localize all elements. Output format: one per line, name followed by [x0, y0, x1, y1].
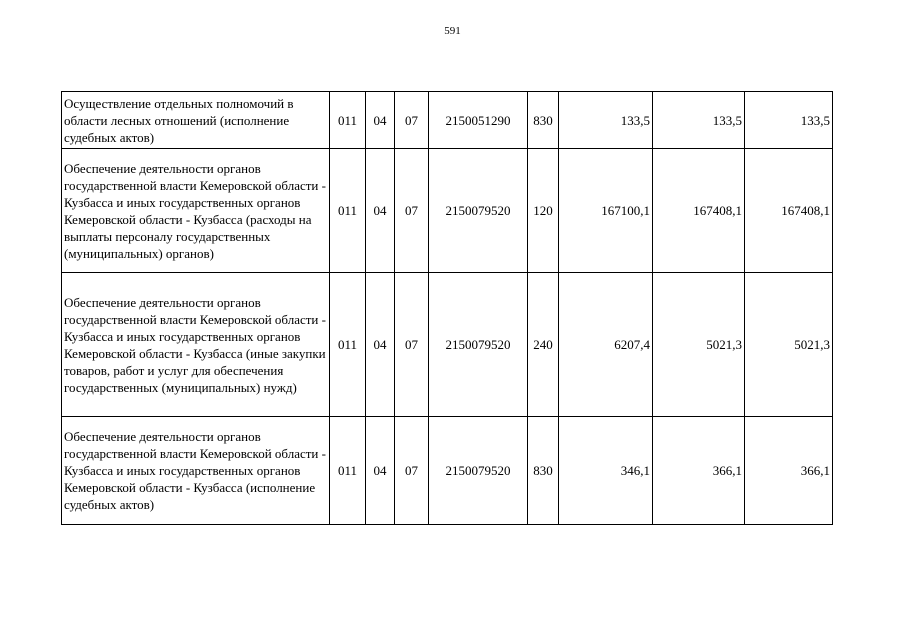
- amount-3-cell: 5021,3: [745, 273, 833, 417]
- expense-type-cell: 120: [528, 149, 559, 273]
- admin-code-cell: 011: [330, 92, 366, 149]
- amount-1-cell: 167100,1: [559, 149, 653, 273]
- section-code-cell: 04: [366, 92, 395, 149]
- amount-3-cell: 366,1: [745, 417, 833, 525]
- table-row: [62, 92, 833, 149]
- admin-code-cell: 011: [330, 273, 366, 417]
- target-code-cell: 2150051290: [429, 92, 528, 149]
- row-description: Обеспечение деятельности органов государственной власти Кемеровской области - Кузбасса и иных государственных органов Кемеровской области - Кузбасса (исполнение судебных актов): [62, 417, 330, 525]
- table-row: [62, 417, 833, 525]
- table-row: [62, 149, 833, 273]
- subsection-code-cell: 07: [395, 417, 429, 525]
- row-description: Осуществление отдельных полномочий в области лесных отношений (исполнение судебных актов): [62, 92, 330, 149]
- row-description: Обеспечение деятельности органов государственной власти Кемеровской области - Кузбасса и иных государственных органов Кемеровской области - Кузбасса (иные закупки товаров, работ и услуг для обеспечения государственных (муниципальных) нужд): [62, 273, 330, 417]
- expense-type-cell: 830: [528, 92, 559, 149]
- amount-3-cell: 167408,1: [745, 149, 833, 273]
- section-code-cell: 04: [366, 273, 395, 417]
- amount-1-cell: 346,1: [559, 417, 653, 525]
- target-code-cell: 2150079520: [429, 149, 528, 273]
- target-code-cell: 2150079520: [429, 417, 528, 525]
- subsection-code-cell: 07: [395, 273, 429, 417]
- admin-code-cell: 011: [330, 417, 366, 525]
- amount-2-cell: 5021,3: [653, 273, 745, 417]
- amount-3-cell: 133,5: [745, 92, 833, 149]
- amount-2-cell: 167408,1: [653, 149, 745, 273]
- page-number: 591: [444, 25, 461, 37]
- admin-code-cell: 011: [330, 149, 366, 273]
- amount-2-cell: 366,1: [653, 417, 745, 525]
- table-row: [62, 273, 833, 417]
- row-description: Обеспечение деятельности органов государственной власти Кемеровской области - Кузбасса и иных государственных органов Кемеровской области - Кузбасса (расходы на выплаты персоналу государственных (муниципальных) органов): [62, 149, 330, 273]
- expense-type-cell: 240: [528, 273, 559, 417]
- section-code-cell: 04: [366, 149, 395, 273]
- amount-1-cell: 133,5: [559, 92, 653, 149]
- section-code-cell: 04: [366, 417, 395, 525]
- expense-type-cell: 830: [528, 417, 559, 525]
- amount-2-cell: 133,5: [653, 92, 745, 149]
- target-code-cell: 2150079520: [429, 273, 528, 417]
- subsection-code-cell: 07: [395, 92, 429, 149]
- subsection-code-cell: 07: [395, 149, 429, 273]
- amount-1-cell: 6207,4: [559, 273, 653, 417]
- budget-table: [61, 91, 833, 525]
